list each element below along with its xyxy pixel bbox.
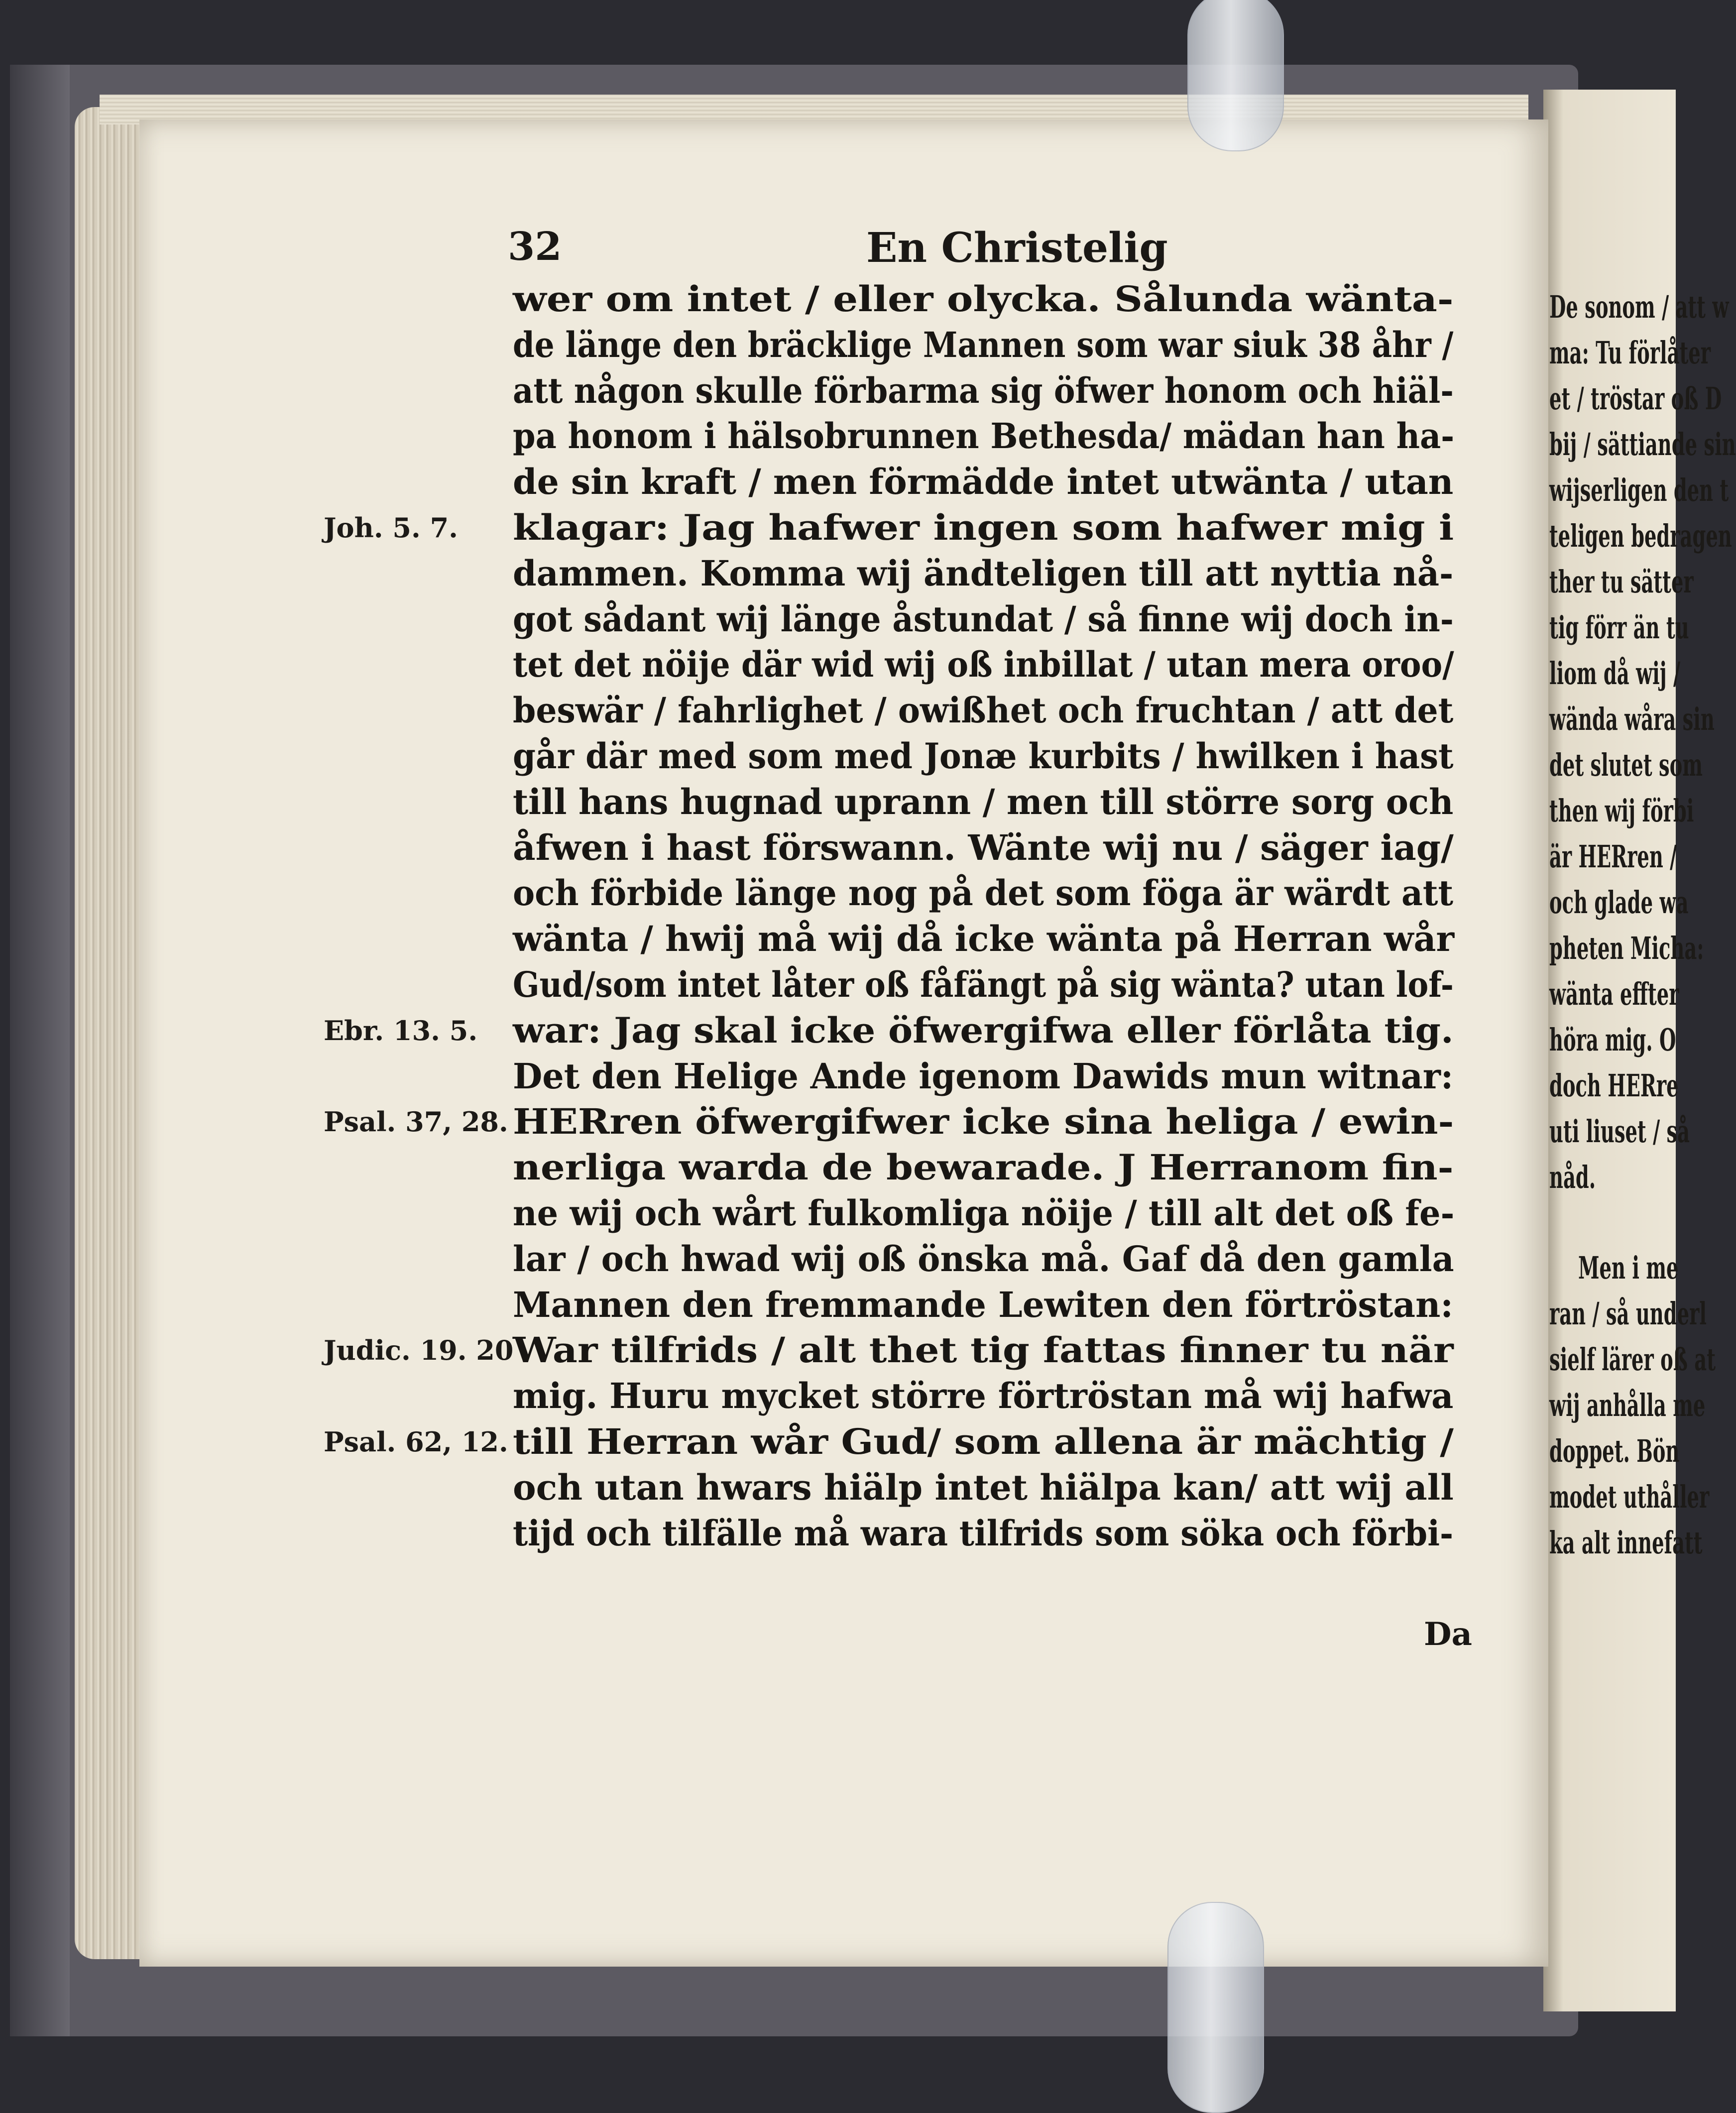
page-clip-bottom [1167,1902,1264,2113]
facing-page-line: doch HERre [1549,1067,1679,1104]
facing-page-line: bij / sättiande sin [1549,426,1736,463]
text-line: går där med som med Jonæ kurbits / hwilken i hast [513,735,1454,777]
text-line: beswär / fahrlighet / owißhet och fruchtan / att det [513,690,1454,731]
facing-page-line: det slutet som [1549,747,1703,783]
facing-page-line: ma: Tu förlåter [1549,335,1711,371]
margin-notes [0,0,514,2095]
text-line: lar / och hwad wij oß önska må. Gaf då den gamla [513,1238,1454,1280]
margin-note: Joh. 5. 7. [324,512,458,544]
text-line: Det den Helige Ande igenom Dawids mun witnar: [513,1055,1454,1097]
facing-page-line: doppet. Bön [1549,1433,1680,1469]
facing-page-line: wijserligen den t [1549,472,1729,508]
facing-page-line: ther tu sätter [1549,564,1694,600]
running-title: En Christelig [866,224,1168,272]
text-line: Gud/som intet låter oß fåfängt på sig wänta? utan lof- [513,963,1454,1005]
text-line: dammen. Komma wij ändteligen till att nyttia nå- [513,552,1454,594]
text-line: mig. Huru mycket större förtröstan må wij hafwa [513,1375,1454,1417]
text-line: de länge den bräcklige Mannen som war siuk 38 åhr / [513,324,1454,365]
facing-page-line: liom då wij / [1549,655,1681,692]
text-line: tijd och tilfälle må wara tilfrids som söka och förbi- [513,1512,1454,1554]
margin-note: Judic. 19. 20 [324,1334,514,1367]
facing-page-line: et / tröstar oß D [1549,380,1722,417]
facing-page-line: och glade wa [1549,884,1689,921]
text-line: Mannen den fremmande Lewiten den förtröstan: [513,1284,1453,1325]
facing-page-line: pheten Micha: [1549,930,1704,966]
text-line: got sådant wij länge åstundat / så finne wij doch in- [513,598,1454,640]
text-line: åfwen i hast förswann. Wänte wij nu / säger iag/ [513,826,1454,868]
text-line: pa honom i hälsobrunnen Bethesda/ mädan han ha- [513,415,1455,457]
margin-note: Psal. 37, 28. [324,1106,508,1138]
text-line: tet det nöije där wid wij oß inbillat / utan mera oroo/ [513,644,1454,686]
facing-page-line: teligen bedragen [1549,518,1732,554]
margin-note: Psal. 62, 12. [324,1426,508,1458]
text-line: HERren öfwergifwer icke sina heliga / ewin- [513,1101,1454,1143]
text-line: och utan hwars hiälp intet hiälpa kan/ att wij all [513,1466,1454,1508]
facing-page [1543,90,1736,2011]
text-line: War tilfrids / alt thet tig fattas finner tu när [513,1329,1454,1371]
facing-page-line: sielf lärer oß at [1549,1341,1716,1378]
facing-page-line: tig förr än tu [1549,609,1689,646]
facing-page-line: modet uthåller [1549,1479,1710,1515]
running-head [508,224,1454,279]
facing-page-line: höra mig. O [1549,1022,1676,1058]
facing-page-line: ran / så underl [1549,1295,1707,1332]
body-text [513,276,1464,1556]
text-line: klagar: Jag hafwer ingen som hafwer mig i [513,506,1454,548]
facing-page-line: nåd. [1549,1159,1596,1195]
facing-page-line: De sonom / att w [1549,289,1729,325]
text-line: war: Jag skal icke öfwergifwa eller förlåta tig. [513,1009,1454,1051]
facing-page-line: är HERren / [1549,838,1677,875]
text-line: wer om intet / eller olycka. Sålunda wänta- [513,278,1454,320]
text-line: och förbide länge nog på det som föga är wärdt att [513,872,1454,914]
text-line: wänta / hwij må wij då icke wänta på Herran wår [513,918,1455,960]
catchword: Da [1424,1616,1472,1653]
text-line: nerliga warda de bewarade. J Herranom fin- [513,1147,1454,1188]
facing-page-line: then wij förbi [1549,793,1694,829]
text-line: ne wij och wårt fulkomliga nöije / till alt det oß fe- [513,1192,1455,1234]
facing-page-line: wända wåra sin [1549,701,1715,737]
facing-page-line: ka alt innefatt [1549,1525,1703,1561]
facing-page-line: wänta effter [1549,976,1679,1012]
text-line: till hans hugnad uprann / men till större sorg och [513,781,1454,822]
text-line: till Herran wår Gud/ som allena är mächtig / [513,1420,1454,1462]
facing-page-line: Men i me [1578,1250,1679,1286]
margin-note: Ebr. 13. 5. [324,1014,478,1047]
facing-page-line: uti liuset / så [1549,1113,1690,1150]
page-clip-top [1187,0,1284,151]
page-number: 32 [508,224,562,269]
text-line: de sin kraft / men förmädde intet utwänta / utan [513,461,1454,503]
facing-page-line: wij anhålla me [1549,1387,1706,1423]
text-line: att någon skulle förbarma sig öfwer honom och hiäl- [513,369,1454,411]
